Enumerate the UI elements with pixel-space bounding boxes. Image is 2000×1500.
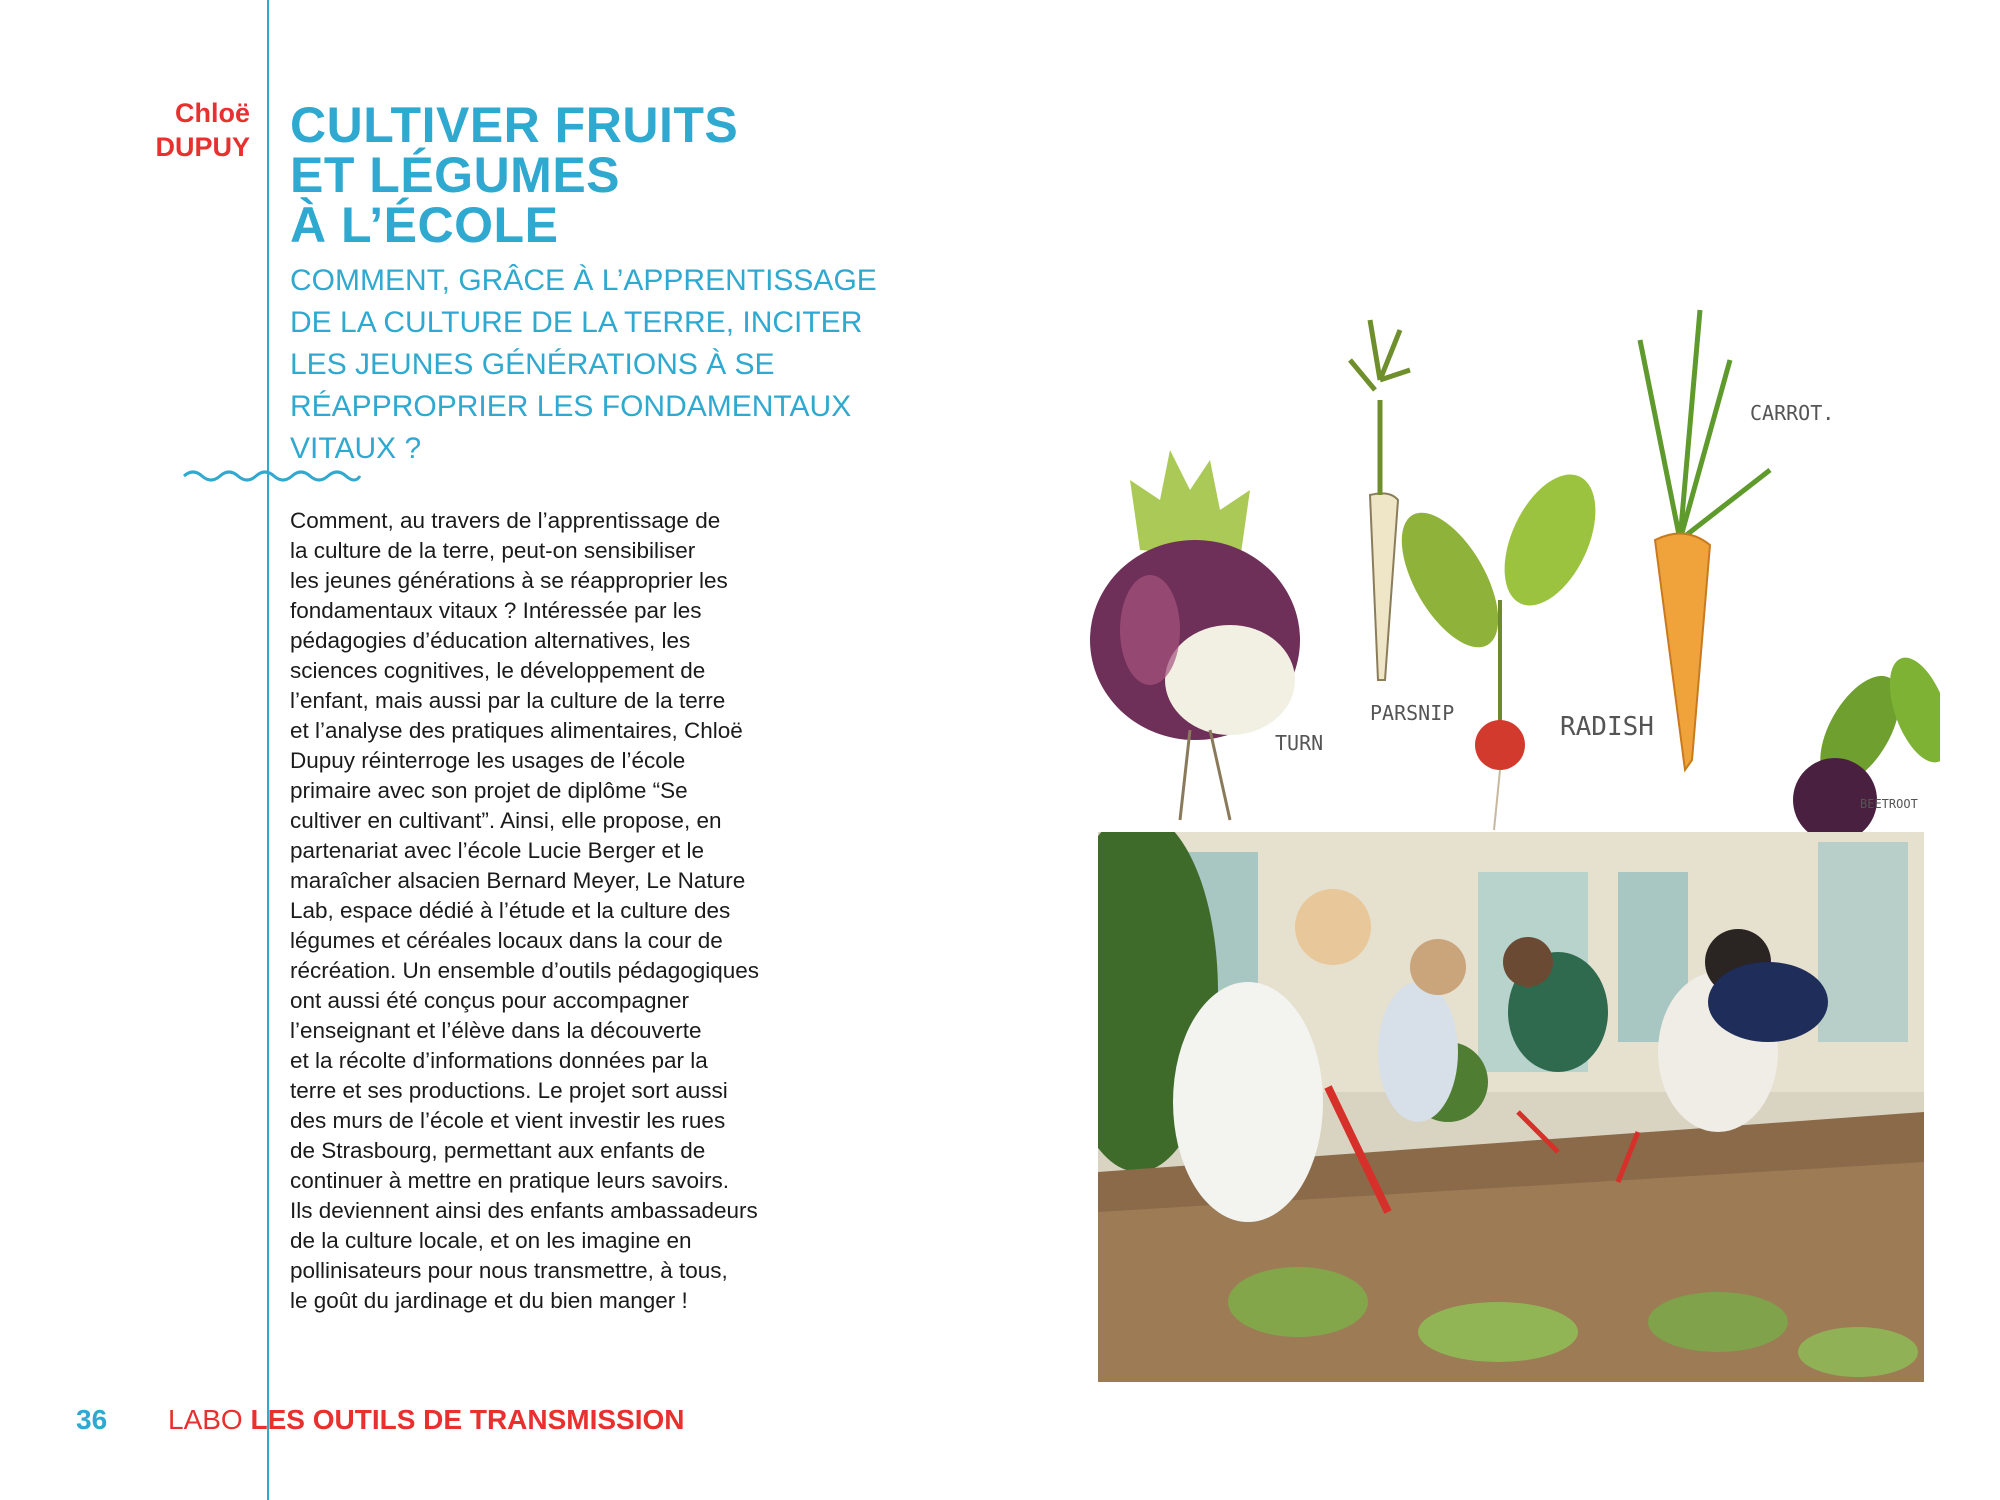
- carrot-drawing: [1640, 310, 1770, 770]
- body-line: l’enseignant et l’élève dans la découverte: [290, 1018, 702, 1043]
- body-line: de Strasbourg, permettant aux enfants de: [290, 1138, 706, 1163]
- title-line: ET LÉGUMES: [290, 147, 621, 203]
- author-name: [100, 96, 250, 164]
- body-line: et la récolte d’informations données par la: [290, 1048, 708, 1073]
- author-first-name: Chloë: [174, 98, 250, 128]
- subtitle-line: DE LA CULTURE DE LA TERRE, INCITER: [290, 306, 863, 339]
- body-line: l’enfant, mais aussi par la culture de la terre: [290, 688, 726, 713]
- body-line: cultiver en cultivant”. Ainsi, elle propose, en: [290, 808, 722, 833]
- body-line: de la culture locale, et on les imagine en: [290, 1228, 692, 1253]
- section-label: [168, 1402, 685, 1438]
- vegetable-illustration: [1080, 300, 1940, 840]
- body-line: les jeunes générations à se réapproprier les: [290, 568, 728, 593]
- article-body: [290, 506, 890, 1316]
- body-line: Lab, espace dédié à l’étude et la culture des: [290, 898, 731, 923]
- body-line: Dupuy réinterroge les usages de l’école: [290, 748, 686, 773]
- title-line: À L’ÉCOLE: [290, 197, 559, 253]
- body-line: pollinisateurs pour nous transmettre, à tous,: [290, 1258, 728, 1283]
- parsnip-drawing: [1350, 320, 1410, 680]
- turnip-label: TURN: [1275, 731, 1324, 755]
- title-line: CULTIVER FRUITS: [290, 97, 739, 153]
- subtitle-line: COMMENT, GRÂCE À L’APPRENTISSAGE: [290, 264, 877, 297]
- section-title: LES OUTILS DE TRANSMISSION: [250, 1404, 685, 1435]
- subtitle-line: VITAUX ?: [290, 432, 422, 465]
- body-line: fondamentaux vitaux ? Intéressée par les: [290, 598, 702, 623]
- body-line: sciences cognitives, le développement de: [290, 658, 706, 683]
- page-footer: [0, 1402, 1000, 1442]
- vertical-rule: [267, 0, 269, 1500]
- body-line: le goût du jardinage et du bien manger !: [290, 1288, 688, 1313]
- subtitle-line: LES JEUNES GÉNÉRATIONS À SE: [290, 348, 775, 381]
- radish-drawing: [1382, 460, 1614, 830]
- wave-divider: [182, 466, 362, 486]
- turnip-drawing: [1090, 450, 1300, 820]
- beetroot-label: BEETROOT: [1860, 797, 1918, 811]
- beetroot-drawing: [1793, 650, 1940, 840]
- body-line: la culture de la terre, peut-on sensibiliser: [290, 538, 696, 563]
- radish-label: RADISH: [1560, 712, 1654, 742]
- body-line: et l’analyse des pratiques alimentaires, Chloë: [290, 718, 743, 743]
- children-gardening-photo: [1098, 832, 1924, 1382]
- article-subtitle: [290, 260, 930, 470]
- body-line: ont aussi été conçus pour accompagner: [290, 988, 689, 1013]
- body-line: partenariat avec l’école Lucie Berger et le: [290, 838, 704, 863]
- body-line: Comment, au travers de l’apprentissage de: [290, 508, 721, 533]
- page-number: 36: [76, 1404, 108, 1435]
- body-line: légumes et céréales locaux dans la cour de: [290, 928, 723, 953]
- body-line: pédagogies d’éducation alternatives, les: [290, 628, 691, 653]
- body-line: récréation. Un ensemble d’outils pédagogiques: [290, 958, 760, 983]
- carrot-label: CARROT.: [1750, 401, 1835, 425]
- body-line: Ils deviennent ainsi des enfants ambassadeurs: [290, 1198, 758, 1223]
- body-line: des murs de l’école et vient investir les rues: [290, 1108, 726, 1133]
- body-line: primaire avec son projet de diplôme “Se: [290, 778, 688, 803]
- body-line: terre et ses productions. Le projet sort aussi: [290, 1078, 728, 1103]
- article-title: [290, 97, 910, 253]
- subtitle-line: RÉAPPROPRIER LES FONDAMENTAUX: [290, 390, 852, 423]
- parsnip-label: PARSNIP: [1370, 701, 1455, 725]
- body-line: maraîcher alsacien Bernard Meyer, Le Nature: [290, 868, 746, 893]
- author-last-name: DUPUY: [155, 132, 250, 162]
- section-name: LABO: [168, 1404, 243, 1435]
- body-line: continuer à mettre en pratique leurs savoirs.: [290, 1168, 729, 1193]
